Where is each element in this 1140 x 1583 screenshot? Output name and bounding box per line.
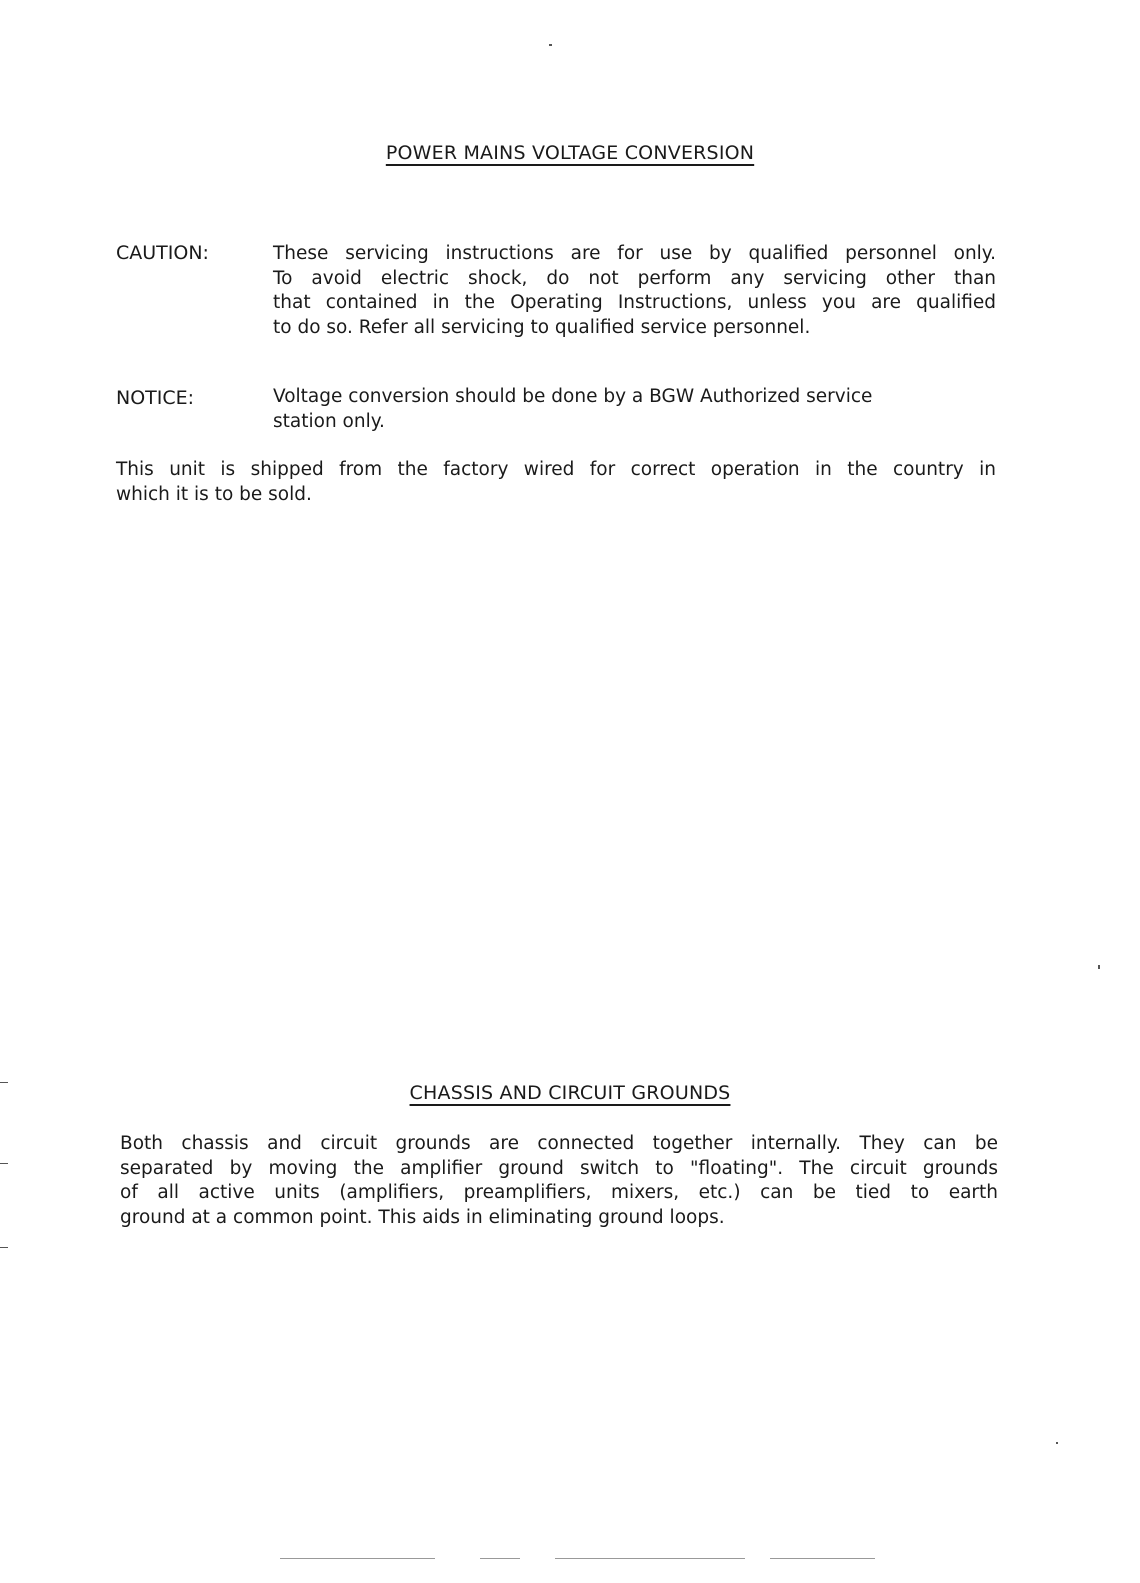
caution-line: to do so. Refer all servicing to qualified service personnel.	[273, 316, 811, 338]
caution-line: These servicing instructions are for use by qualified personnel only.	[273, 243, 996, 264]
margin-tick	[0, 1163, 8, 1164]
factory-line: which it is to be sold.	[116, 483, 312, 505]
notice-paragraph	[273, 385, 973, 434]
caution-line: To avoid electric shock, do not perform any servicing other than	[273, 267, 996, 289]
scan-speck	[549, 44, 552, 46]
notice-line: station only.	[273, 410, 385, 432]
factory-line: This unit is shipped from the factory wired for correct operation in the country in	[116, 459, 996, 480]
caution-label: CAUTION:	[116, 242, 209, 264]
grounds-line: ground at a common point. This aids in eliminating ground loops.	[120, 1206, 725, 1228]
notice-line: Voltage conversion should be done by a BGW Authorized service	[273, 386, 873, 407]
margin-tick	[0, 1247, 8, 1248]
grounds-line: of all active units (amplifiers, preamplifiers, mixers, etc.) can be tied to earth	[120, 1182, 998, 1204]
factory-wiring-paragraph	[116, 458, 996, 507]
section-title-voltage-conversion: POWER MAINS VOLTAGE CONVERSION	[385, 142, 755, 164]
scan-speck	[1056, 1442, 1058, 1444]
margin-tick	[0, 1082, 8, 1083]
grounds-line: Both chassis and circuit grounds are connected together internally. They can be	[120, 1133, 998, 1154]
scan-edge-line	[555, 1558, 745, 1559]
scan-edge-line	[480, 1558, 520, 1559]
grounds-paragraph	[120, 1132, 998, 1230]
scan-edge-line	[280, 1558, 435, 1559]
scan-speck	[1098, 965, 1100, 969]
grounds-line: separated by moving the amplifier ground switch to "floating". The circuit grounds	[120, 1157, 998, 1179]
scan-edge-line	[770, 1558, 875, 1559]
caution-paragraph	[273, 242, 996, 340]
notice-label: NOTICE:	[116, 387, 195, 409]
caution-line: that contained in the Operating Instructions, unless you are qualified	[273, 292, 996, 314]
section-title-grounds: CHASSIS AND CIRCUIT GROUNDS	[409, 1082, 731, 1104]
